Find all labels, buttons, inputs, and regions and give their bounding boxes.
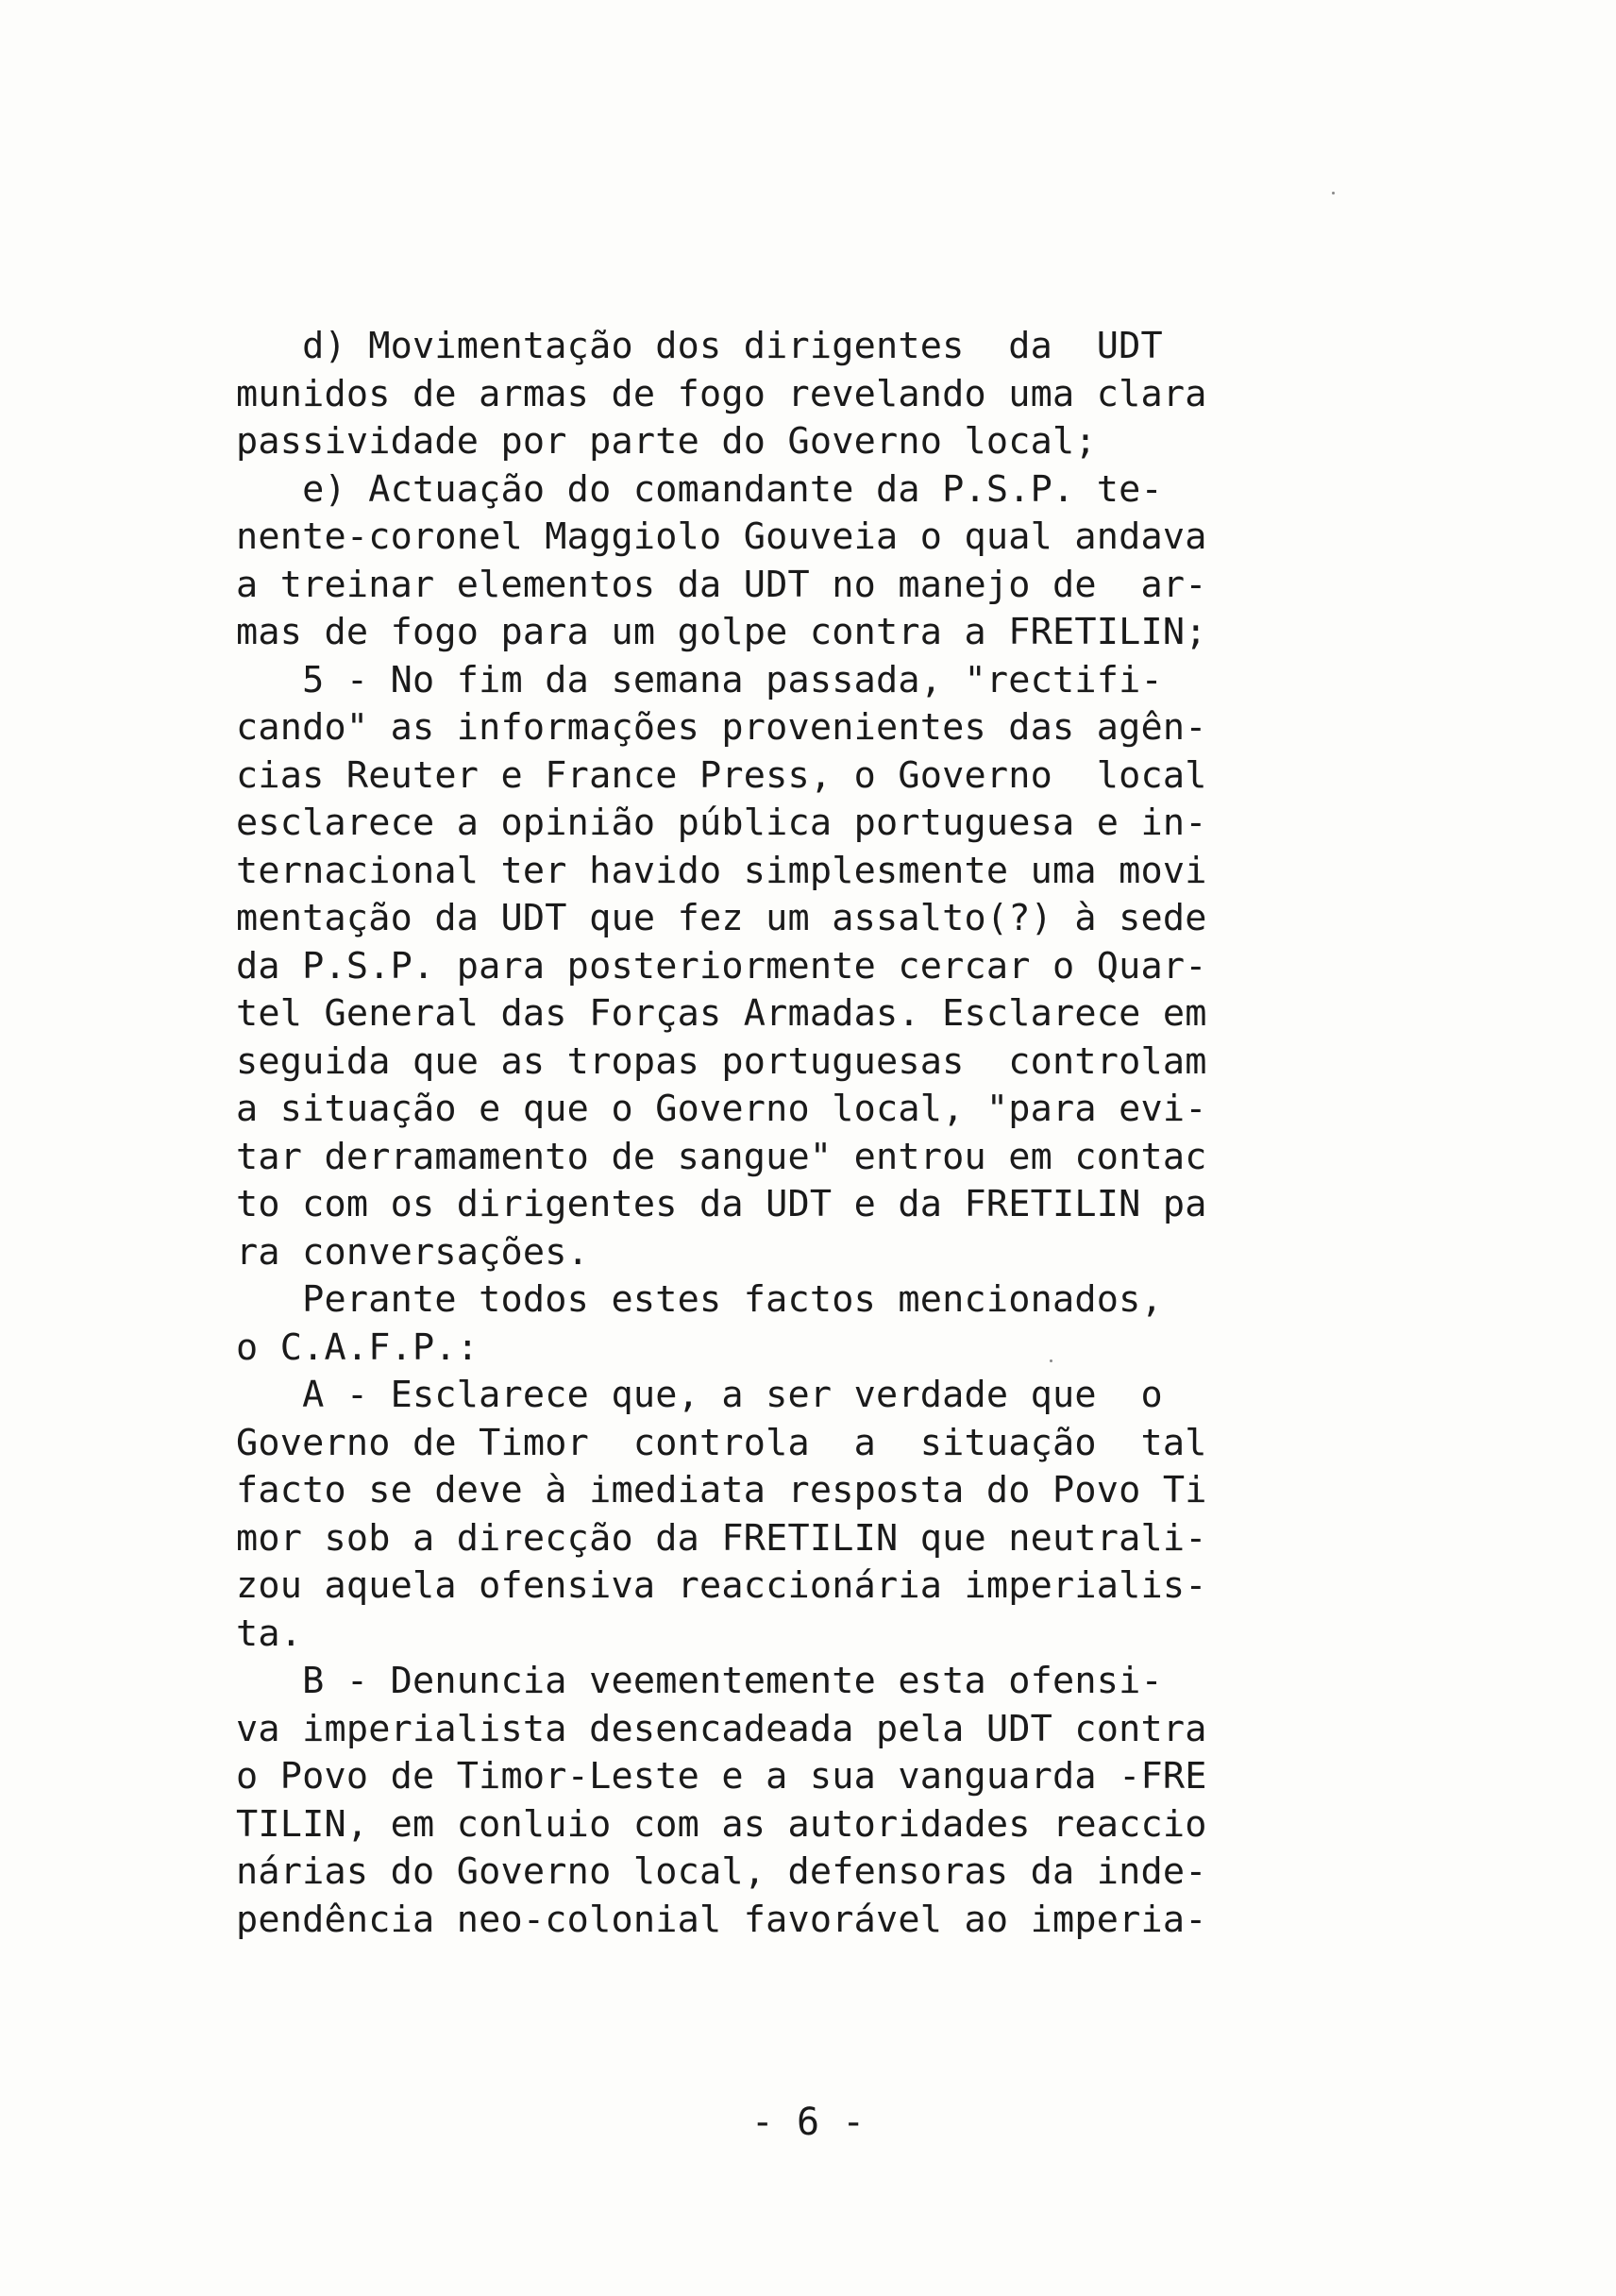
text-line: mor sob a direcção da FRETILIN que neutrali-: [236, 1516, 1207, 1560]
text-line: a situação e que o Governo local, "para evi-: [236, 1088, 1207, 1130]
text-line: nente-coronel Maggiolo Gouveia o qual andava: [236, 515, 1207, 558]
text-line: facto se deve à imediata resposta do Povo Ti: [236, 1469, 1207, 1511]
text-line: o C.A.F.P.:: [236, 1325, 480, 1369]
body-text: [236, 323, 1388, 1944]
text-line: ra conversações.: [236, 1230, 590, 1274]
text-line: zou aquela ofensiva reaccionária imperialis-: [236, 1564, 1207, 1607]
text-line: nárias do Governo local, defensoras da inde-: [236, 1850, 1207, 1893]
text-line: ternacional ter havido simplesmente uma movi: [236, 849, 1207, 892]
text-line: seguida que as tropas portuguesas controlam: [236, 1039, 1207, 1083]
text-line: Governo de Timor controla a situação tal: [236, 1421, 1207, 1464]
text-line: esclarece a opinião pública portuguesa e in-: [236, 802, 1207, 844]
text-line: tar derramamento de sangue" entrou em contac: [236, 1135, 1207, 1178]
page-number: - 6 -: [750, 2101, 866, 2144]
text-line: a treinar elementos da UDT no manejo de ar-: [236, 563, 1207, 606]
text-line: TILIN, em conluio com as autoridades reaccio: [236, 1802, 1207, 1846]
text-line: da P.S.P. para posteriormente cercar o Quar-: [236, 944, 1207, 988]
text-line: ta.: [236, 1612, 303, 1655]
text-line: mentação da UDT que fez um assalto(?) à sede: [236, 897, 1207, 939]
text-line: pendência neo-colonial favorável ao imperia-: [236, 1898, 1207, 1941]
text-line: cias Reuter e France Press, o Governo local: [236, 753, 1207, 797]
text-line: cando" as informações provenientes das agên-: [236, 706, 1207, 749]
text-line: va imperialista desencadeada pela UDT contra: [236, 1707, 1207, 1750]
text-line: o Povo de Timor-Leste e a sua vanguarda -FRE: [236, 1755, 1207, 1798]
text-line: passividade por parte do Governo local;: [236, 420, 1097, 463]
text-line: A - Esclarece que, a ser verdade que o: [236, 1374, 1163, 1416]
paper-speck: [1050, 1359, 1052, 1362]
text-line: munidos de armas de fogo revelando uma clara: [236, 372, 1207, 415]
text-line: e) Actuação do comandante da P.S.P. te-: [236, 467, 1163, 511]
text-line: 5 - No fim da semana passada, "rectifi-: [236, 658, 1163, 701]
paper-speck: [1332, 192, 1335, 194]
text-line: d) Movimentação dos dirigentes da UDT: [236, 325, 1163, 367]
text-line: B - Denuncia veementemente esta ofensi-: [236, 1660, 1163, 1702]
text-line: Perante todos estes factos mencionados,: [236, 1278, 1163, 1321]
text-line: mas de fogo para um golpe contra a FRETILIN;: [236, 611, 1207, 653]
text-line: to com os dirigentes da UDT e da FRETILIN pa: [236, 1183, 1207, 1225]
text-line: tel General das Forças Armadas. Esclarece em: [236, 992, 1207, 1035]
